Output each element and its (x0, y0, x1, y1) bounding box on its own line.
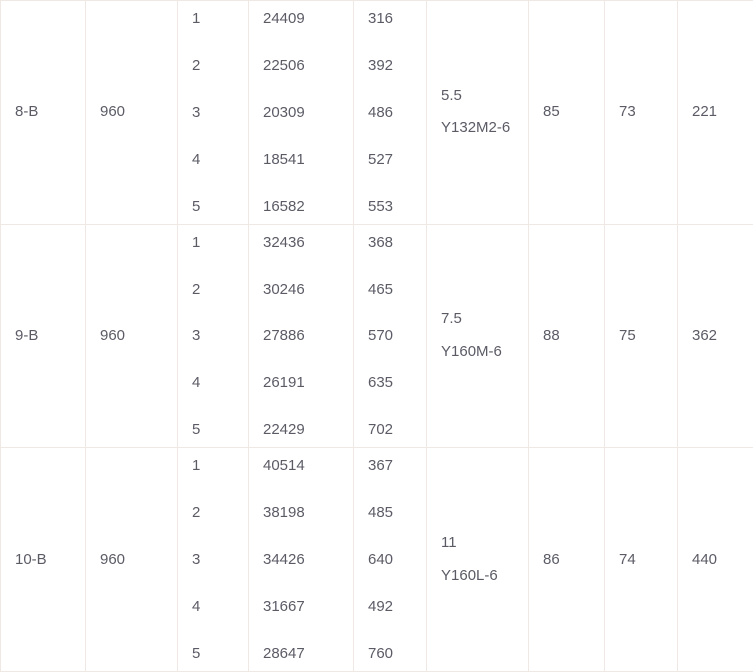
cell-weight: 440 (678, 448, 753, 672)
flow-value: 34426 (263, 551, 305, 569)
cell-speed: 960 (86, 448, 178, 672)
stage-value: 4 (192, 598, 201, 616)
stage-value: 2 (192, 280, 201, 298)
head-value: 485 (368, 504, 394, 522)
head-value: 492 (368, 598, 394, 616)
head-value: 392 (368, 56, 394, 74)
cell-flow-list (249, 1, 354, 225)
flow-value: 18541 (263, 150, 305, 168)
cell-head-list (354, 1, 427, 225)
cell-motor (427, 448, 529, 672)
stage-value: 2 (192, 504, 201, 522)
flow-value: 32436 (263, 233, 305, 251)
cell-stage-list (178, 448, 249, 672)
flow-value: 22429 (263, 421, 305, 439)
cell-speed: 960 (86, 224, 178, 448)
flow-value: 26191 (263, 374, 305, 392)
stage-value: 1 (192, 10, 201, 27)
head-value: 553 (368, 197, 394, 215)
motor-power: 5.5 (441, 86, 462, 104)
flow-value: 30246 (263, 280, 305, 298)
flow-value: 20309 (263, 103, 305, 121)
cell-efficiency: 88 (529, 224, 605, 448)
cell-flow-list (249, 224, 354, 448)
motor-model: Y160L-6 (441, 566, 498, 584)
cell-head-list (354, 448, 427, 672)
motor-power: 7.5 (441, 310, 462, 328)
cell-efficiency: 85 (529, 1, 605, 225)
table-row (1, 1, 753, 225)
head-value: 367 (368, 457, 394, 475)
flow-value: 40514 (263, 457, 305, 475)
cell-model: 8-B (1, 1, 86, 225)
head-value: 465 (368, 280, 394, 298)
cell-stage-list (178, 224, 249, 448)
cell-model: 10-B (1, 448, 86, 672)
stage-value: 3 (192, 327, 201, 345)
cell-stage-list (178, 1, 249, 225)
motor-power: 11 (441, 533, 457, 551)
head-value: 640 (368, 551, 394, 569)
head-value: 635 (368, 374, 394, 392)
flow-value: 27886 (263, 327, 305, 345)
flow-value: 24409 (263, 10, 305, 27)
stage-value: 1 (192, 457, 201, 475)
flow-value: 16582 (263, 197, 305, 215)
cell-efficiency-2: 73 (605, 1, 678, 225)
cell-efficiency: 86 (529, 448, 605, 672)
stage-value: 1 (192, 233, 201, 251)
stage-value: 4 (192, 374, 201, 392)
cell-efficiency-2: 75 (605, 224, 678, 448)
cell-flow-list (249, 448, 354, 672)
table-row (1, 224, 753, 448)
motor-model: Y132M2-6 (441, 119, 511, 137)
stage-value: 5 (192, 645, 201, 662)
cell-model: 9-B (1, 224, 86, 448)
flow-value: 38198 (263, 504, 305, 522)
flow-value: 28647 (263, 645, 305, 662)
table-row (1, 448, 753, 672)
head-value: 570 (368, 327, 394, 345)
head-value: 702 (368, 421, 394, 439)
stage-value: 5 (192, 197, 201, 215)
cell-efficiency-2: 74 (605, 448, 678, 672)
cell-head-list (354, 224, 427, 448)
cell-weight: 221 (678, 1, 753, 225)
head-value: 760 (368, 645, 394, 662)
cell-speed: 960 (86, 1, 178, 225)
motor-model: Y160M-6 (441, 342, 502, 360)
flow-value: 31667 (263, 598, 305, 616)
stage-value: 4 (192, 150, 201, 168)
head-value: 527 (368, 150, 394, 168)
stage-value: 3 (192, 103, 201, 121)
cell-weight: 362 (678, 224, 753, 448)
flow-value: 22506 (263, 56, 305, 74)
stage-value: 5 (192, 421, 201, 439)
cell-motor (427, 224, 529, 448)
head-value: 368 (368, 233, 394, 251)
cell-motor (427, 1, 529, 225)
stage-value: 3 (192, 551, 201, 569)
stage-value: 2 (192, 56, 201, 74)
head-value: 486 (368, 103, 394, 121)
head-value: 316 (368, 10, 394, 27)
